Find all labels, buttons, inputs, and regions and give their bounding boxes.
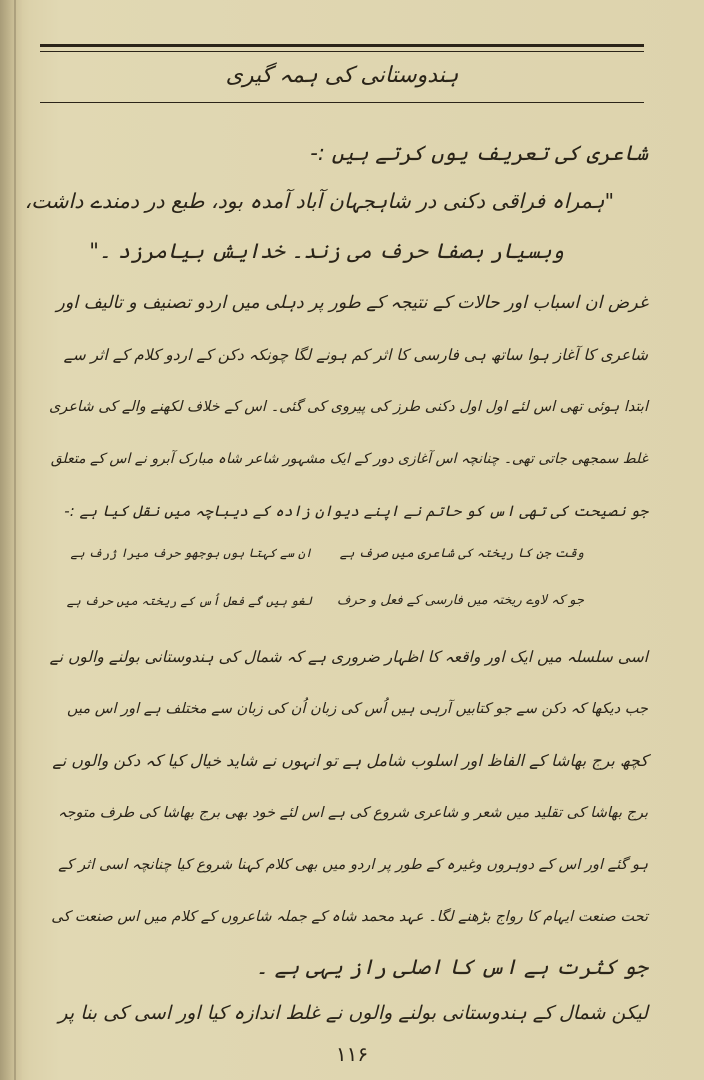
couplet-hemistich: جو کہ لاوے ریختہ میں فارسی کے فعل و حرف — [337, 593, 584, 608]
running-head: ہندوستانی کی ہمہ گیری — [225, 63, 459, 88]
page-gutter — [0, 0, 22, 1080]
text-line: لیکن شمال کے ہندوستانی بولنے والوں نے غلط اندازہ کیا اور اسی کی بنا پر — [58, 1002, 648, 1024]
text-line: غلط سمجھی جاتی تھی۔ چنانچہ اس آغازی دور کے ایک مشہور شاعر شاہ مبارک آبرو نے اس کے متعلق — [50, 451, 648, 467]
couplet-hemistich: ان سے کہتا ہوں بوجھو حرف میرا ژرف ہے — [70, 546, 312, 560]
text-line: جو نصیحت کی تھی اس کو حاتم نے اپنے دیوان زادہ کے دیباچہ میں نقل کیا ہے :- — [64, 502, 648, 520]
quote-line: "ہمراہ فراقی دکنی در شاہجہان آباد آمدہ بود، طبع در دمندے داشت، — [24, 189, 614, 213]
page-number: ۱۱۶ — [335, 1042, 369, 1066]
text-line: جو کثرت ہے اس کا اصلی راز یہی ہے ۔ — [255, 955, 648, 979]
couplet-hemistich: لغو ہیں گے فعل اُس کے ریختہ میں حرف ہے — [66, 594, 312, 608]
text-line: جب دیکھا کہ دکن سے جو کتابیں آرہی ہیں اُس کی زبان اُن کی زبان سے مختلف ہے اور اس میں — [66, 701, 648, 717]
text-line: غرض ان اسباب اور حالات کے نتیجہ کے طور پر دہلی میں اردو تصنیف و تالیف اور — [56, 293, 648, 313]
couplet-hemistich: وقت جن کا ریختہ کی شاعری میں صرف ہے — [339, 545, 584, 560]
text-line: اسی سلسلہ میں ایک اور واقعہ کا اظہار ضروری ہے کہ شمال کی ہندوستانی بولنے والوں نے — [49, 648, 648, 666]
text-line: ابتدا ہوئی تھی اس لئے اول اول دکنی طرز کی پیروی کی گئی۔ اس کے خلاف لکھنے والے کی شاعری — [49, 399, 648, 415]
text-line: برج بھاشا کی تقلید میں شعر و شاعری شروع کی ہے اس لئے خود بھی برج بھاشا کی طرف متوجہ — [58, 805, 648, 821]
text-line: ہو گئے اور اس کے دوہروں وغیرہ کے طور پر اردو میں بھی کلام کہنا شروع کیا چنانچہ اسی اثر کے — [58, 857, 648, 873]
gutter-fold — [14, 0, 16, 1080]
quote-line: وبسیار بصفا حرف می زند۔ خدایش بیامرزد ۔" — [89, 239, 564, 263]
text-line: کچھ برج بھاشا کے الفاظ اور اسلوب شامل ہے تو انہوں نے شاید خیال کیا کہ دکن والوں نے — [52, 751, 648, 770]
text-line: شاعری کی تعریف یوں کرتے ہیں :- — [310, 141, 648, 165]
text-line: تحت صنعت ایہام کا رواج بڑھنے لگا۔ عہد محمد شاہ کے جملہ شاعروں کے کلام میں اس صنعت کی — [51, 909, 648, 925]
header-double-rule — [40, 44, 644, 52]
text-line: شاعری کا آغاز ہوا ساتھ ہی فارسی کا اثر کم ہونے لگا چونکہ دکن کے اردو کلام کے اثر سے — [63, 346, 648, 364]
header-bottom-rule — [40, 102, 644, 103]
